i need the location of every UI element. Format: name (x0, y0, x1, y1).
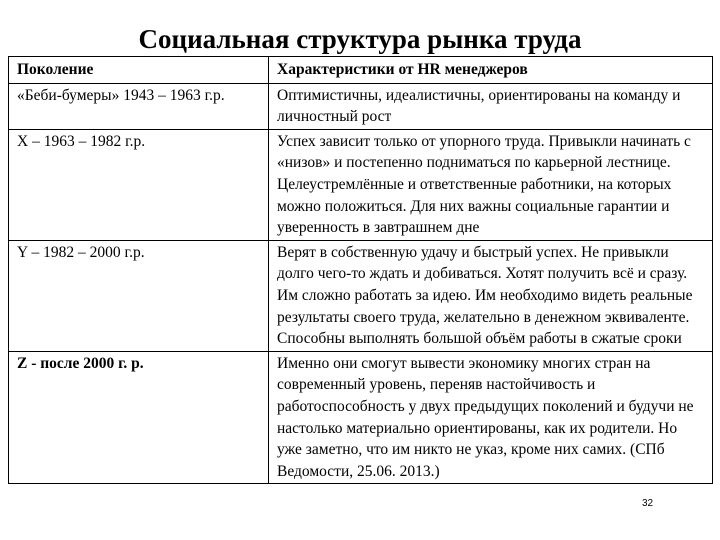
generation-cell: Z - после 2000 г. р. (9, 351, 269, 484)
description-cell: Оптимистичны, идеалистичны, ориентированы на команду и личностный рост (269, 83, 713, 129)
slide-title: Социальная структура рынка труда (138, 24, 582, 54)
page-number: 32 (642, 498, 654, 509)
table-row (9, 129, 713, 240)
table-row (9, 83, 713, 129)
header-generation: Поколение (9, 57, 269, 84)
generation-cell: «Беби-бумеры» 1943 – 1963 г.р. (9, 83, 269, 129)
header-characteristics: Характеристики от HR менеджеров (269, 57, 713, 84)
description-cell: Успех зависит только от упорного труда. Привыкли начинать с «низов» и постепенно подниматься по карьерной лестнице. Целеустремлённые и ответственные работники, на которых можно положиться. Для них важны социальные гарантии и уверенность в завтрашнем дне (269, 129, 713, 240)
generation-cell: Y – 1982 – 2000 г.р. (9, 240, 269, 351)
generation-cell: X – 1963 – 1982 г.р. (9, 129, 269, 240)
description-cell: Именно они смогут вывести экономику многих стран на современный уровень, переняв настойчивость и работоспособность у двух предыдущих поколений и будучи не настолько материально ориентированы, как их родители. Но уже заметно, что им никто не указ, кроме них самих. (СПб Ведомости, 25.06. 2013.) (269, 351, 713, 484)
table-row (9, 240, 713, 351)
description-cell: Верят в собственную удачу и быстрый успех. Не привыкли долго чего-то ждать и добиваться. Хотят получить всё и сразу. Им сложно работать за идею. Им необходимо видеть реальные результаты своего труда, желательно в денежном эквиваленте. Способны выполнять большой объём работы в сжатые сроки (269, 240, 713, 351)
generations-table (8, 56, 713, 484)
table-header-row (9, 57, 713, 84)
table-row (9, 351, 713, 484)
